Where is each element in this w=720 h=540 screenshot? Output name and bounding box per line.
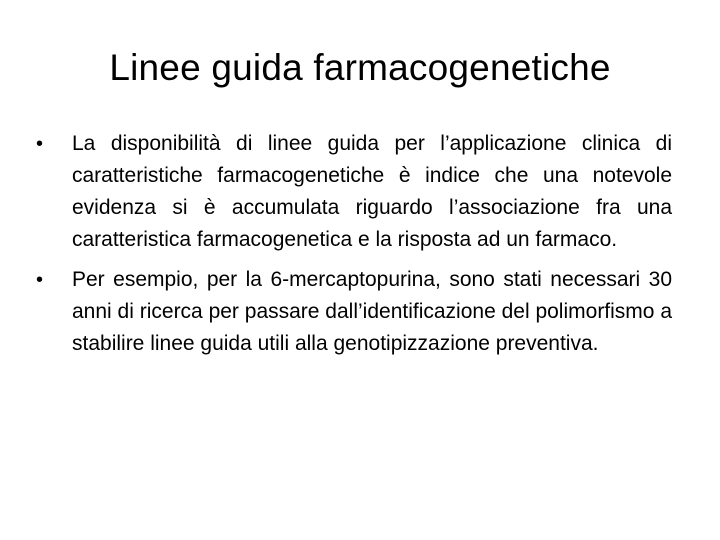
- slide-title: Linee guida farmacogenetiche: [109, 47, 611, 88]
- bullet-dot-icon: •: [36, 133, 44, 155]
- bullet-text-1: La disponibilità di linee guida per l’applicazione clinica di caratteristiche farmacogenetiche è indice che una notevole evidenza si è accumulata riguardo l’associazione fra una caratteristica farmacogenetica e la risposta ad un farmaco.: [72, 132, 672, 251]
- bullet-dot-icon: •: [36, 269, 44, 291]
- bullet-item-2: [36, 264, 672, 360]
- bullet-text-2: Per esempio, per la 6-mercaptopurina, sono stati necessari 30 anni di ricerca per passare dall’identificazione del polimorfismo a stabilire linee guida utili alla genotipizzazione preventiva.: [72, 268, 672, 355]
- bullet-list: [36, 128, 672, 368]
- bullet-item-1: [36, 128, 672, 256]
